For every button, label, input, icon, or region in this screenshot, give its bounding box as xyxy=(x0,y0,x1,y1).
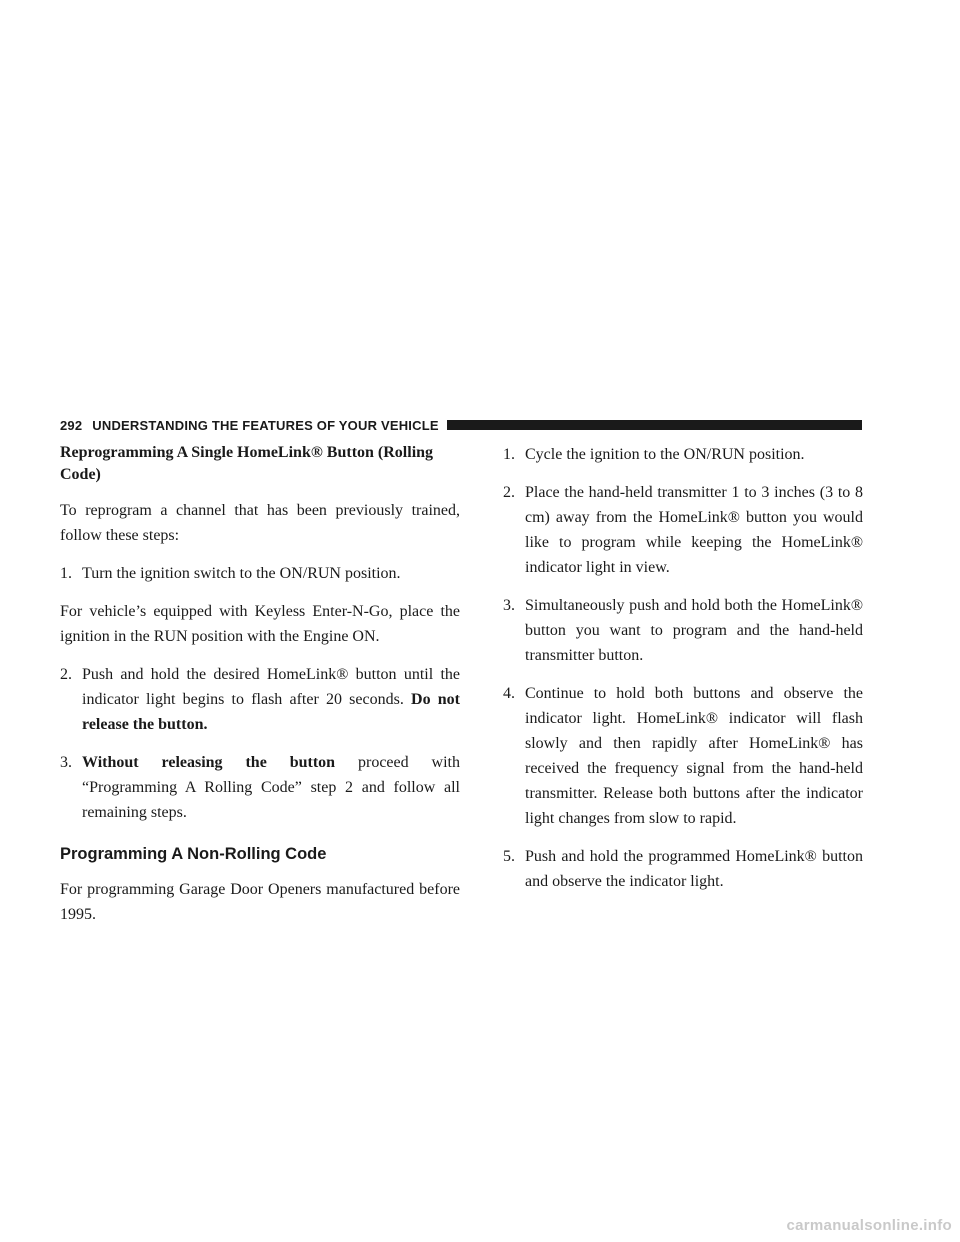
left-step-1 xyxy=(60,561,460,586)
right-column xyxy=(503,442,863,907)
left-step-2 xyxy=(60,662,460,737)
step-text: Simultaneously push and hold both the HomeLink® button you want to program and the hand-held transmitter button. xyxy=(525,597,863,664)
step-number: 1. xyxy=(503,446,515,463)
header-rule xyxy=(447,420,862,430)
subheading-reprogramming: Reprogramming A Single HomeLink® Button (Rolling Code) xyxy=(60,444,434,483)
step-number: 3. xyxy=(60,754,72,771)
left-column xyxy=(60,442,460,940)
step-number: 5. xyxy=(503,848,515,865)
page-header xyxy=(60,415,862,435)
right-step-3 xyxy=(503,593,863,668)
step-text: Place the hand-held transmitter 1 to 3 inches (3 to 8 cm) away from the HomeLink® button you would like to program while keeping the HomeLink® indicator light in view. xyxy=(525,484,863,576)
step-number: 3. xyxy=(503,597,515,614)
right-step-4 xyxy=(503,681,863,831)
step-number: 4. xyxy=(503,685,515,702)
step-emphasis: Without releasing the button xyxy=(82,754,336,771)
step-number: 1. xyxy=(60,565,72,582)
step-number: 2. xyxy=(503,484,515,501)
right-step-1 xyxy=(503,442,863,467)
watermark: carmanualsonline.info xyxy=(786,1217,952,1234)
non-rolling-intro: For programming Garage Door Openers manufactured before 1995. xyxy=(60,881,460,923)
step-emphasis: Do not release the button. xyxy=(82,691,461,733)
keyless-note: For vehicle’s equipped with Keyless Enter-N-Go, place the ignition in the RUN position with the Engine ON. xyxy=(60,603,460,645)
step-text: Continue to hold both buttons and observe the indicator light. HomeLink® indicator will flash slowly and then rapidly after HomeLink® has received the frequency signal from the hand-held transmitter. Release both buttons after the indicator light changes from slow to rapid. xyxy=(525,685,863,827)
right-step-5 xyxy=(503,844,863,894)
step-text: Push and hold the programmed HomeLink® button and observe the indicator light. xyxy=(525,848,863,890)
intro-paragraph: To reprogram a channel that has been previously trained, follow these steps: xyxy=(60,502,460,544)
step-number: 2. xyxy=(60,666,72,683)
page-number: 292 xyxy=(60,417,83,433)
step-text: Cycle the ignition to the ON/RUN position. xyxy=(525,446,805,463)
step-text: proceed with “Programming A Rolling Code” step 2 and follow all remaining steps. xyxy=(82,754,460,821)
section-title: UNDERSTANDING THE FEATURES OF YOUR VEHICLE xyxy=(92,417,439,433)
step-text: Push and hold the desired HomeLink® button until the indicator light begins to flash after 20 seconds. xyxy=(82,666,460,708)
left-step-3 xyxy=(60,750,460,825)
step-text: Turn the ignition switch to the ON/RUN position. xyxy=(82,565,401,582)
right-step-2 xyxy=(503,480,863,580)
heading-non-rolling-code: Programming A Non-Rolling Code xyxy=(60,845,327,863)
